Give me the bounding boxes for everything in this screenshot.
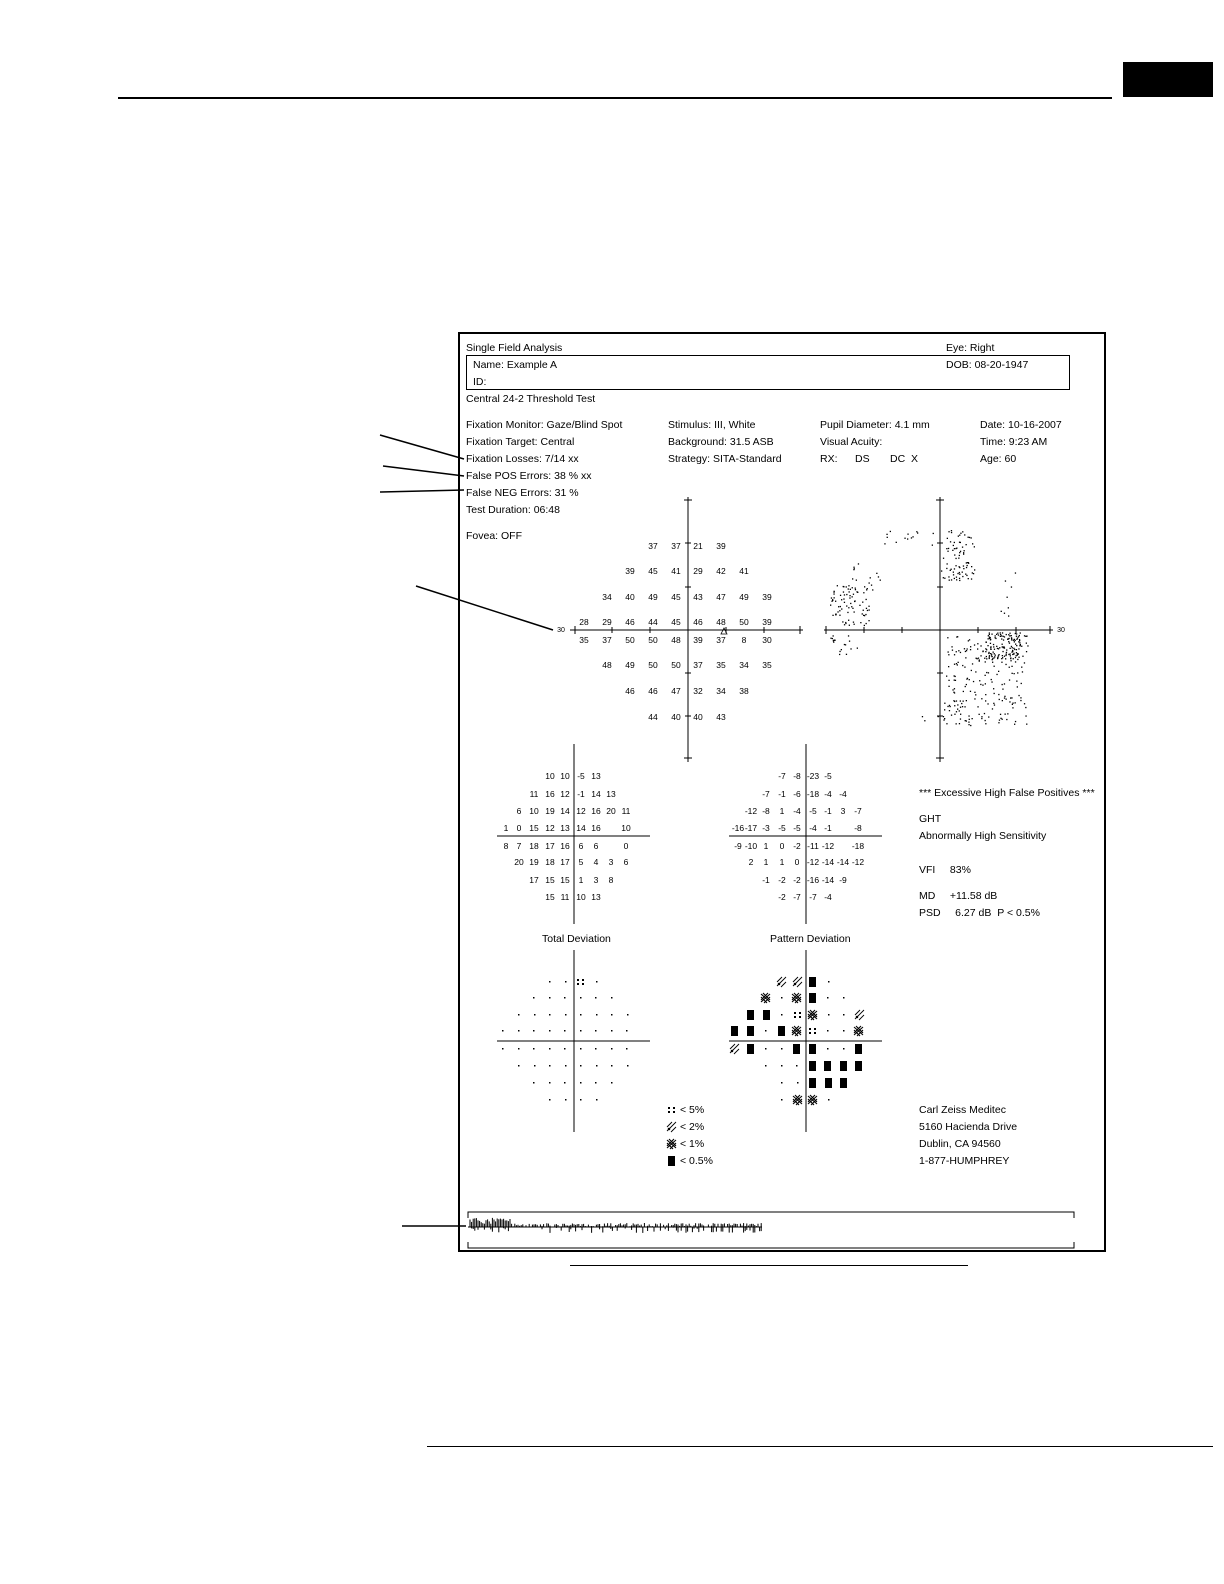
pattern-deviation-value: 1 (779, 857, 785, 867)
total-deviation-value: 10 (560, 771, 570, 781)
total-deviation-value: 0 (516, 823, 522, 833)
patient-name: Name: Example A (473, 359, 558, 371)
pattern-deviation-value: -12 (821, 841, 835, 851)
total-deviation-value: 3 (608, 857, 614, 867)
pattern-deviation-value: -1 (824, 806, 832, 816)
threshold-value: 35 (716, 660, 726, 670)
report-title: Single Field Analysis (466, 342, 563, 354)
param-duration: Test Duration: 06:48 (466, 504, 560, 516)
total-deviation-value: -5 (577, 771, 585, 781)
threshold-value: 44 (648, 712, 658, 722)
pattern-deviation-value: -23 (806, 771, 820, 781)
total-deviation-value: 16 (560, 841, 570, 851)
ght-value: Abnormally High Sensitivity (919, 830, 1047, 842)
param-fixation-target: Fixation Target: Central (466, 436, 575, 448)
threshold-value: 41 (739, 566, 749, 576)
total-deviation-value: 11 (529, 789, 539, 799)
legend-label: < 0.5% (680, 1155, 713, 1167)
threshold-value: 35 (579, 635, 589, 645)
threshold-value: 50 (648, 660, 658, 670)
pattern-deviation-value: -10 (744, 841, 758, 851)
pattern-deviation-value: -9 (734, 841, 742, 851)
threshold-value: 39 (716, 541, 726, 551)
total-deviation-value: 1 (503, 823, 509, 833)
threshold-value: 43 (716, 712, 726, 722)
total-deviation-value: 13 (591, 892, 601, 902)
pattern-deviation-value: -18 (851, 841, 865, 851)
param-acuity: Visual Acuity: (820, 436, 883, 448)
pattern-deviation-value: -4 (824, 789, 832, 799)
total-deviation-value: -1 (577, 789, 585, 799)
threshold-value: 40 (671, 712, 681, 722)
total-deviation-value: 10 (621, 823, 631, 833)
threshold-value: 50 (648, 635, 658, 645)
total-deviation-value: 10 (576, 892, 586, 902)
threshold-value: 46 (625, 686, 635, 696)
legend-label: < 2% (680, 1121, 705, 1133)
total-deviation-value: 14 (576, 823, 586, 833)
total-deviation-value: 1 (578, 875, 584, 885)
pattern-deviation-value: -16 (806, 875, 820, 885)
threshold-value: 34 (739, 660, 749, 670)
total-deviation-value: 8 (503, 841, 509, 851)
pattern-deviation-value: 0 (779, 841, 785, 851)
pattern-deviation-value: -7 (809, 892, 817, 902)
threshold-value: 41 (671, 566, 681, 576)
alert-message: *** Excessive High False Positives *** (919, 787, 1095, 799)
total-deviation-value: 4 (593, 857, 599, 867)
pattern-deviation-value: -14 (836, 857, 850, 867)
pattern-deviation-value: -14 (821, 857, 835, 867)
param-rx: RX: DS DC X (820, 453, 919, 465)
threshold-value: 28 (579, 617, 589, 627)
param-fovea: Fovea: OFF (466, 530, 523, 542)
threshold-value: 50 (625, 635, 635, 645)
test-name: Central 24-2 Threshold Test (466, 393, 596, 405)
total-deviation-value: 15 (545, 892, 555, 902)
param-date: Date: 10-16-2007 (980, 419, 1062, 431)
threshold-value: 45 (671, 617, 681, 627)
threshold-value: 45 (648, 566, 658, 576)
param-age: Age: 60 (980, 453, 1017, 465)
threshold-value: 48 (671, 635, 681, 645)
total-deviation-value: 0 (623, 841, 629, 851)
patient-dob: DOB: 08-20-1947 (946, 359, 1029, 371)
threshold-value: 46 (648, 686, 658, 696)
param-time: Time: 9:23 AM (980, 436, 1048, 448)
pattern-deviation-value: -12 (851, 857, 865, 867)
total-deviation-value: 14 (560, 806, 570, 816)
threshold-value: 8 (741, 635, 747, 645)
threshold-value: 44 (648, 617, 658, 627)
param-pupil: Pupil Diameter: 4.1 mm (820, 419, 930, 431)
param-false-neg: False NEG Errors: 31 % (466, 487, 579, 499)
ght-label: GHT (919, 813, 942, 825)
total-deviation-value: 10 (529, 806, 539, 816)
threshold-value: 37 (671, 541, 681, 551)
threshold-value: 50 (671, 660, 681, 670)
total-deviation-value: 11 (560, 892, 570, 902)
threshold-value: 39 (693, 635, 703, 645)
total-deviation-value: 13 (560, 823, 570, 833)
param-strategy: Strategy: SITA-Standard (668, 453, 782, 465)
pattern-deviation-value: -7 (778, 771, 786, 781)
grayscale-axis-label: 30 (1057, 627, 1065, 634)
total-deviation-value: 17 (560, 857, 570, 867)
pattern-deviation-value: -1 (778, 789, 786, 799)
total-deviation-value: 6 (623, 857, 629, 867)
threshold-value: 37 (716, 635, 726, 645)
threshold-value: 40 (693, 712, 703, 722)
total-deviation-value: 6 (516, 806, 522, 816)
address-line-2: 5160 Hacienda Drive (919, 1121, 1018, 1133)
md-value: MD +11.58 dB (919, 890, 998, 902)
total-deviation-value: 11 (621, 806, 631, 816)
total-deviation-value: 14 (591, 789, 601, 799)
threshold-value: 29 (693, 566, 703, 576)
threshold-value: 40 (625, 592, 635, 602)
total-deviation-value: 18 (545, 857, 555, 867)
total-deviation-value: 12 (545, 823, 555, 833)
pattern-deviation-value: 1 (763, 857, 769, 867)
pattern-deviation-value: -7 (793, 892, 801, 902)
threshold-value: 39 (625, 566, 635, 576)
total-deviation-value: 20 (606, 806, 616, 816)
threshold-value: 37 (693, 660, 703, 670)
threshold-value: 50 (739, 617, 749, 627)
pattern-deviation-value: -12 (744, 806, 758, 816)
threshold-value: 32 (693, 686, 703, 696)
param-fixation-monitor: Fixation Monitor: Gaze/Blind Spot (466, 419, 623, 431)
threshold-value: 38 (739, 686, 749, 696)
threshold-value: 39 (762, 617, 772, 627)
total-deviation-value: 15 (560, 875, 570, 885)
pattern-deviation-value: 2 (748, 857, 754, 867)
total-deviation-value: 16 (591, 806, 601, 816)
total-deviation-value: 16 (591, 823, 601, 833)
param-false-pos: False POS Errors: 38 % xx (466, 470, 592, 482)
pattern-deviation-value: -8 (854, 823, 862, 833)
pattern-deviation-value: -4 (809, 823, 817, 833)
total-deviation-value: 15 (529, 823, 539, 833)
threshold-value: 42 (716, 566, 726, 576)
pattern-deviation-value: -2 (793, 841, 801, 851)
total-deviation-value: 8 (608, 875, 614, 885)
pattern-deviation-value: -11 (807, 841, 819, 851)
pattern-deviation-value: -4 (839, 789, 847, 799)
legend-label: < 1% (680, 1138, 705, 1150)
threshold-value: 49 (739, 592, 749, 602)
threshold-value: 35 (762, 660, 772, 670)
pattern-deviation-value: -8 (762, 806, 770, 816)
param-stimulus: Stimulus: III, White (668, 419, 756, 431)
pattern-deviation-value: -4 (824, 892, 832, 902)
vfi-value: VFI 83% (919, 864, 971, 876)
threshold-value: 21 (693, 541, 703, 551)
pattern-deviation-value: -7 (762, 789, 770, 799)
total-deviation-value: 13 (591, 771, 601, 781)
total-deviation-value: 16 (545, 789, 555, 799)
address-line-3: Dublin, CA 94560 (919, 1138, 1001, 1150)
total-deviation-value: 12 (560, 789, 570, 799)
threshold-value: 39 (762, 592, 772, 602)
threshold-value: 34 (716, 686, 726, 696)
pattern-deviation-value: -1 (762, 875, 770, 885)
pattern-deviation-value: -6 (793, 789, 801, 799)
threshold-value: 37 (648, 541, 658, 551)
threshold-value: 30 (762, 635, 772, 645)
total-deviation-title: Total Deviation (542, 933, 611, 945)
pattern-deviation-value: -8 (793, 771, 801, 781)
threshold-value: 45 (671, 592, 681, 602)
pattern-deviation-value: -18 (806, 789, 820, 799)
pattern-deviation-value: -5 (824, 771, 832, 781)
total-deviation-value: 10 (545, 771, 555, 781)
total-deviation-value: 20 (514, 857, 524, 867)
pattern-deviation-value: -17 (744, 823, 758, 833)
threshold-value: 47 (671, 686, 681, 696)
total-deviation-value: 3 (593, 875, 599, 885)
pattern-deviation-value: -7 (854, 806, 862, 816)
threshold-value: 48 (602, 660, 612, 670)
pattern-deviation-value: -14 (821, 875, 835, 885)
threshold-value: 46 (693, 617, 703, 627)
pattern-deviation-value: 1 (763, 841, 769, 851)
pattern-deviation-value: -12 (806, 857, 820, 867)
pattern-deviation-value: -3 (762, 823, 770, 833)
threshold-value: 37 (602, 635, 612, 645)
pattern-deviation-value: -9 (839, 875, 847, 885)
total-deviation-value: 17 (529, 875, 539, 885)
pattern-deviation-value: -2 (778, 875, 786, 885)
address-line-1: Carl Zeiss Meditec (919, 1104, 1006, 1116)
total-deviation-value: 6 (578, 841, 584, 851)
param-background: Background: 31.5 ASB (668, 436, 774, 448)
total-deviation-value: 19 (529, 857, 539, 867)
psd-value: PSD 6.27 dB P < 0.5% (919, 907, 1040, 919)
threshold-value: 29 (602, 617, 612, 627)
pattern-deviation-value: -1 (824, 823, 832, 833)
total-deviation-value: 6 (593, 841, 599, 851)
address-line-4: 1-877-HUMPHREY (919, 1155, 1010, 1167)
threshold-axis-label: 30 (557, 627, 565, 634)
total-deviation-value: 17 (545, 841, 555, 851)
total-deviation-value: 19 (545, 806, 555, 816)
threshold-value: 43 (693, 592, 703, 602)
pattern-deviation-value: -16 (731, 823, 745, 833)
total-deviation-value: 15 (545, 875, 555, 885)
threshold-value: 49 (648, 592, 658, 602)
threshold-value: 47 (716, 592, 726, 602)
threshold-value: 48 (716, 617, 726, 627)
pattern-deviation-value: -4 (793, 806, 801, 816)
pattern-deviation-value: -5 (793, 823, 801, 833)
pattern-deviation-value: -5 (778, 823, 786, 833)
threshold-value: 46 (625, 617, 635, 627)
pattern-deviation-value: 3 (840, 806, 846, 816)
pattern-deviation-value: -2 (793, 875, 801, 885)
legend-label: < 5% (680, 1104, 705, 1116)
total-deviation-value: 13 (606, 789, 616, 799)
pattern-deviation-value: 1 (779, 806, 785, 816)
patient-id: ID: (473, 376, 487, 388)
eye-label: Eye: Right (946, 342, 995, 354)
param-fixation-losses: Fixation Losses: 7/14 xx (466, 453, 579, 465)
threshold-value: 49 (625, 660, 635, 670)
total-deviation-value: 5 (578, 857, 584, 867)
pattern-deviation-value: -2 (778, 892, 786, 902)
pattern-deviation-value: -5 (809, 806, 817, 816)
total-deviation-value: 7 (516, 841, 522, 851)
pattern-deviation-value: 0 (794, 857, 800, 867)
pattern-deviation-title: Pattern Deviation (770, 933, 851, 945)
total-deviation-value: 18 (529, 841, 539, 851)
total-deviation-value: 12 (576, 806, 586, 816)
threshold-value: 34 (602, 592, 612, 602)
